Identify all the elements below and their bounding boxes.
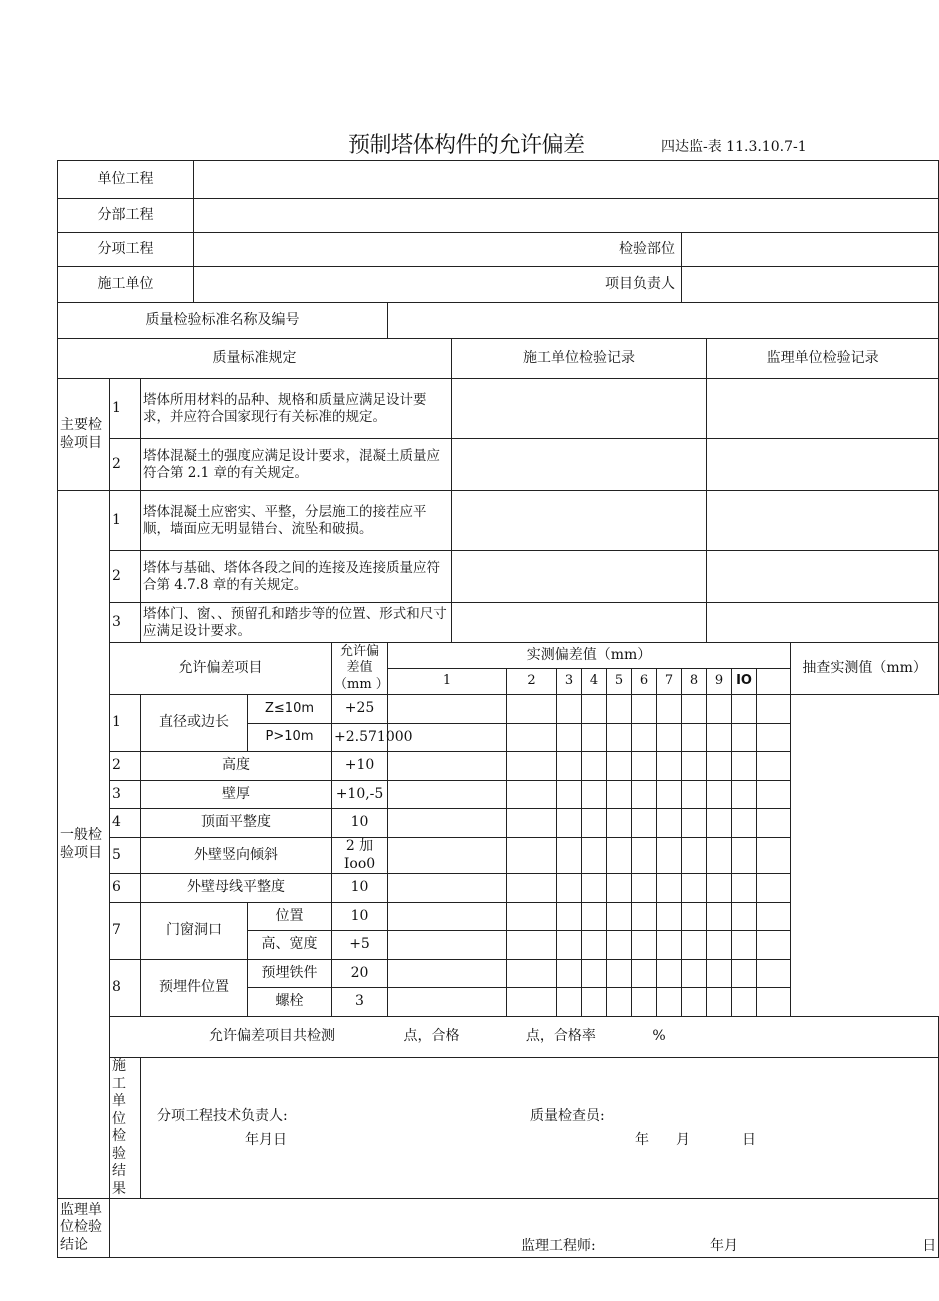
measure-cell[interactable] [657, 903, 682, 931]
inspection-table [57, 160, 939, 1258]
tolerance-sub-item: Z≤10m [248, 695, 332, 724]
construction-record-header: 施工单位检验记录 [452, 339, 707, 379]
form-number: 四达监-表 11.3.10.7-1 [661, 139, 807, 155]
spot-check-cell[interactable] [757, 781, 791, 809]
tolerance-item-name: 预埋件位置 [141, 960, 248, 1017]
measure-cell[interactable] [707, 960, 732, 988]
spot-check-cell[interactable] [757, 931, 791, 960]
construction-date: 年月日 [245, 1132, 287, 1148]
measure-col-9: 9 [707, 669, 732, 695]
measure-cell[interactable] [682, 903, 707, 931]
measure-cell[interactable] [557, 931, 582, 960]
measure-cell[interactable] [607, 724, 632, 752]
measure-cell[interactable] [632, 931, 657, 960]
measure-cell[interactable] [507, 931, 557, 960]
measure-col-8: 8 [682, 669, 707, 695]
construction-record-cell[interactable] [452, 439, 707, 491]
tolerance-item-header: 允许偏差项目 [110, 643, 332, 695]
measure-cell[interactable] [682, 781, 707, 809]
measure-cell[interactable] [557, 695, 582, 724]
tolerance-sub-item: P>10m [248, 724, 332, 752]
measure-cell[interactable] [657, 931, 682, 960]
tech-leader-label: 分项工程技术负责人: [157, 1108, 288, 1124]
measure-cell[interactable] [707, 809, 732, 838]
supervision-conclusion-cell[interactable] [110, 1199, 939, 1258]
measure-cell[interactable] [682, 960, 707, 988]
project-leader-label: 项目负责人 [194, 267, 682, 303]
measure-cell[interactable] [632, 809, 657, 838]
measure-cell[interactable] [388, 781, 507, 809]
summary-points-pass: 点，合格 [403, 1028, 460, 1045]
measure-col-2: 2 [507, 669, 557, 695]
measure-col-5: 5 [607, 669, 632, 695]
measure-cell[interactable] [732, 931, 757, 960]
measure-cell[interactable] [682, 809, 707, 838]
supervision-record-cell[interactable] [707, 491, 939, 551]
tolerance-value: 10 [332, 903, 388, 931]
measure-cell[interactable] [388, 931, 507, 960]
engineer-label: 监理工程师: [521, 1237, 596, 1254]
supervision-conclusion-label: 监理单位检验结论 [58, 1199, 110, 1258]
measure-cell[interactable] [557, 809, 582, 838]
measure-cell[interactable] [682, 752, 707, 781]
tolerance-row-no: 1 [110, 695, 141, 752]
inspector-label: 质量检查员: [530, 1108, 605, 1124]
measure-cell[interactable] [557, 903, 582, 931]
division-project-label: 分部工程 [58, 199, 194, 233]
measure-cell[interactable] [632, 781, 657, 809]
standard-name-field[interactable] [388, 303, 939, 339]
spot-check-cell[interactable] [757, 695, 791, 724]
supervision-day: 日 [922, 1237, 937, 1254]
measure-cell[interactable] [657, 695, 682, 724]
spot-check-cell[interactable] [757, 838, 791, 874]
supervision-record-cell[interactable] [707, 551, 939, 603]
inspection-part-label: 检验部位 [194, 233, 682, 267]
measure-cell[interactable] [707, 752, 732, 781]
measure-cell[interactable] [632, 874, 657, 903]
supervision-record-cell[interactable] [707, 603, 939, 643]
measure-cell[interactable] [707, 988, 732, 1017]
measure-cell[interactable] [607, 695, 632, 724]
measure-cell[interactable] [682, 695, 707, 724]
measure-cell[interactable] [632, 724, 657, 752]
measure-cell[interactable] [657, 781, 682, 809]
measure-cell[interactable] [507, 874, 557, 903]
spot-check-cell[interactable] [757, 809, 791, 838]
measure-cell[interactable] [607, 874, 632, 903]
general-item-text: 塔体与基础、塔体各段之间的连接及连接质量应符合第 4.7.8 章的有关规定。 [141, 551, 452, 603]
measure-cell[interactable] [388, 960, 507, 988]
tolerance-item-name: 壁厚 [141, 781, 332, 809]
construction-year: 年 [635, 1132, 649, 1148]
measure-cell[interactable] [657, 960, 682, 988]
measured-deviation-header: 实测偏差值（mm） [388, 643, 791, 669]
spot-check-cell[interactable] [757, 903, 791, 931]
measure-cell[interactable] [632, 960, 657, 988]
measure-cell[interactable] [682, 838, 707, 874]
standard-name-label: 质量检验标准名称及编号 [58, 303, 388, 339]
construction-day: 日 [742, 1132, 756, 1148]
measure-cell[interactable] [607, 988, 632, 1017]
tolerance-row-no: 4 [110, 809, 141, 838]
measure-cell[interactable] [607, 931, 632, 960]
measure-cell[interactable] [657, 874, 682, 903]
general-items-label: 一般检验项目 [58, 491, 110, 1199]
construction-result-cell[interactable] [141, 1058, 939, 1199]
measure-cell[interactable] [582, 838, 607, 874]
tolerance-sub-item: 螺栓 [248, 988, 332, 1017]
measure-cell[interactable] [707, 781, 732, 809]
measure-cell[interactable] [557, 752, 582, 781]
tolerance-value: +10 [332, 752, 388, 781]
spot-check-cell[interactable] [757, 752, 791, 781]
measure-cell[interactable] [707, 695, 732, 724]
measure-cell[interactable] [582, 988, 607, 1017]
tolerance-value: 10 [332, 874, 388, 903]
tolerance-row-no: 6 [110, 874, 141, 903]
main-item-text: 塔体所用材料的品种、规格和质量应满足设计要求，并应符合国家现行有关标准的规定。 [141, 379, 452, 439]
tolerance-item-name: 外壁母线平整度 [141, 874, 332, 903]
measure-col-7: 7 [657, 669, 682, 695]
measure-cell[interactable] [388, 752, 507, 781]
construction-unit-label: 施工单位 [58, 267, 194, 303]
measure-cell[interactable] [632, 903, 657, 931]
measure-cell[interactable] [557, 988, 582, 1017]
tolerance-item-name: 高度 [141, 752, 332, 781]
tolerance-value-header: 允许偏差值（mm ） [332, 643, 388, 695]
measure-cell[interactable] [607, 903, 632, 931]
measure-cell[interactable] [732, 695, 757, 724]
measure-cell[interactable] [582, 724, 607, 752]
summary-label: 允许偏差项目共检测 [209, 1028, 335, 1045]
standard-column-header: 质量标准规定 [58, 339, 452, 379]
measure-cell[interactable] [657, 838, 682, 874]
tolerance-value: +10,-5 [332, 781, 388, 809]
construction-record-cell[interactable] [452, 551, 707, 603]
measure-cell[interactable] [732, 752, 757, 781]
measure-cell[interactable] [707, 874, 732, 903]
measure-cell[interactable] [557, 781, 582, 809]
measure-cell[interactable] [507, 752, 557, 781]
measure-cell[interactable] [557, 724, 582, 752]
measure-cell[interactable] [507, 988, 557, 1017]
measure-cell[interactable] [732, 724, 757, 752]
measure-cell[interactable] [607, 960, 632, 988]
tolerance-sub-item: 高、宽度 [248, 931, 332, 960]
measure-cell[interactable] [682, 724, 707, 752]
division-project-field[interactable] [194, 199, 939, 233]
measure-cell[interactable] [388, 874, 507, 903]
supervision-record-cell[interactable] [707, 439, 939, 491]
measure-cell[interactable] [582, 960, 607, 988]
supervision-record-cell[interactable] [707, 379, 939, 439]
construction-result-label: 施工单位检验结果 [110, 1058, 141, 1199]
measure-col-3: 3 [557, 669, 582, 695]
measure-cell[interactable] [657, 724, 682, 752]
measure-cell[interactable] [632, 988, 657, 1017]
measure-cell[interactable] [607, 838, 632, 874]
tolerance-value: 20 [332, 960, 388, 988]
tolerance-item-name: 顶面平整度 [141, 809, 332, 838]
measure-cell[interactable] [732, 960, 757, 988]
measure-cell[interactable] [582, 781, 607, 809]
measure-cell[interactable] [582, 931, 607, 960]
measure-cell[interactable] [507, 960, 557, 988]
measure-cell[interactable] [388, 988, 507, 1017]
measure-cell[interactable] [732, 988, 757, 1017]
measure-cell[interactable] [607, 781, 632, 809]
measure-cell[interactable] [507, 809, 557, 838]
measure-cell[interactable] [582, 809, 607, 838]
measure-cell[interactable] [632, 838, 657, 874]
measure-cell[interactable] [657, 809, 682, 838]
construction-record-cell[interactable] [452, 379, 707, 439]
tolerance-sub-item: 预埋铁件 [248, 960, 332, 988]
measure-cell[interactable] [632, 695, 657, 724]
measure-cell[interactable] [732, 838, 757, 874]
measure-cell[interactable] [707, 903, 732, 931]
measure-cell[interactable] [507, 695, 557, 724]
construction-record-cell[interactable] [452, 491, 707, 551]
measure-col-10: IO [732, 669, 757, 695]
measure-cell[interactable] [388, 903, 507, 931]
main-item-text: 塔体混凝土的强度应满足设计要求，混凝土质量应符合第 2.1 章的有关规定。 [141, 439, 452, 491]
tolerance-item-name: 门窗洞口 [141, 903, 248, 960]
spot-check-cell[interactable] [757, 724, 791, 752]
measure-cell[interactable] [657, 752, 682, 781]
general-item-no: 3 [110, 603, 141, 643]
general-item-no: 2 [110, 551, 141, 603]
project-leader-field[interactable] [682, 267, 939, 303]
measure-cell[interactable] [582, 695, 607, 724]
measure-cell[interactable] [657, 988, 682, 1017]
measure-col-4: 4 [582, 669, 607, 695]
measure-col-6: 6 [632, 669, 657, 695]
unit-project-label: 单位工程 [58, 161, 194, 199]
measure-cell[interactable] [388, 809, 507, 838]
supervision-record-header: 监理单位检验记录 [707, 339, 939, 379]
main-item-no: 1 [110, 379, 141, 439]
measure-cell[interactable] [388, 838, 507, 874]
measure-cell[interactable] [582, 874, 607, 903]
form-title: 预制塔体构件的允许偏差 [348, 133, 585, 158]
tolerance-value: 10 [332, 809, 388, 838]
general-item-text: 塔体混凝土应密实、平整，分层施工的接茬应平顺，墙面应无明显错台、流坠和破损。 [141, 491, 452, 551]
tolerance-value: +25 [332, 695, 388, 724]
tolerance-row-no: 7 [110, 903, 141, 960]
measure-cell[interactable] [682, 874, 707, 903]
measure-cell[interactable] [682, 931, 707, 960]
unit-project-field[interactable] [194, 161, 939, 199]
tolerance-item-name: 直径或边长 [141, 695, 248, 752]
measure-cell[interactable] [557, 838, 582, 874]
tolerance-row-no: 5 [110, 838, 141, 874]
supervision-date: 年月 [710, 1237, 738, 1254]
measure-cell[interactable] [388, 695, 507, 724]
measure-col-1: 1 [388, 669, 507, 695]
measure-cell[interactable] [507, 724, 557, 752]
tolerance-row-no: 2 [110, 752, 141, 781]
construction-record-cell[interactable] [452, 603, 707, 643]
measure-cell[interactable] [632, 752, 657, 781]
measure-cell[interactable] [582, 903, 607, 931]
measure-cell[interactable] [557, 960, 582, 988]
measure-cell[interactable] [732, 874, 757, 903]
item-project-label: 分项工程 [58, 233, 194, 267]
tolerance-row-no: 8 [110, 960, 141, 1017]
measure-cell[interactable] [732, 809, 757, 838]
tolerance-summary [110, 1017, 939, 1058]
tolerance-value: +2.571000 [332, 724, 388, 752]
main-item-no: 2 [110, 439, 141, 491]
summary-pass-rate: 点，合格率 [525, 1028, 596, 1045]
spot-check-header: 抽查实测值（mm） [791, 643, 939, 695]
general-item-text: 塔体门、窗、、预留孔和踏步等的位置、形式和尺寸应满足设计要求。 [141, 603, 452, 643]
main-items-label: 主要检验项目 [58, 379, 110, 491]
tolerance-row-no: 3 [110, 781, 141, 809]
measure-cell[interactable] [507, 838, 557, 874]
measure-cell[interactable] [557, 874, 582, 903]
spot-check-cell[interactable] [757, 874, 791, 903]
measure-cell[interactable] [507, 781, 557, 809]
measure-cell[interactable] [607, 809, 632, 838]
measure-cell[interactable] [582, 752, 607, 781]
measure-cell[interactable] [682, 988, 707, 1017]
tolerance-sub-item: 位置 [248, 903, 332, 931]
measure-cell[interactable] [707, 724, 732, 752]
tolerance-value: 3 [332, 988, 388, 1017]
measure-cell[interactable] [732, 781, 757, 809]
spot-check-cell[interactable] [757, 960, 791, 988]
measure-cell[interactable] [607, 752, 632, 781]
measure-cell[interactable] [707, 838, 732, 874]
tolerance-value: 2 加 Ioo0 [332, 838, 388, 874]
summary-percent: % [652, 1028, 666, 1045]
tolerance-item-name: 外壁竖向倾斜 [141, 838, 332, 874]
spot-check-cell[interactable] [757, 988, 791, 1017]
measure-cell[interactable] [707, 931, 732, 960]
construction-month: 月 [676, 1132, 690, 1148]
inspection-part-field[interactable] [682, 233, 939, 267]
general-item-no: 1 [110, 491, 141, 551]
measure-cell[interactable] [507, 903, 557, 931]
tolerance-value: +5 [332, 931, 388, 960]
measure-cell[interactable] [732, 903, 757, 931]
